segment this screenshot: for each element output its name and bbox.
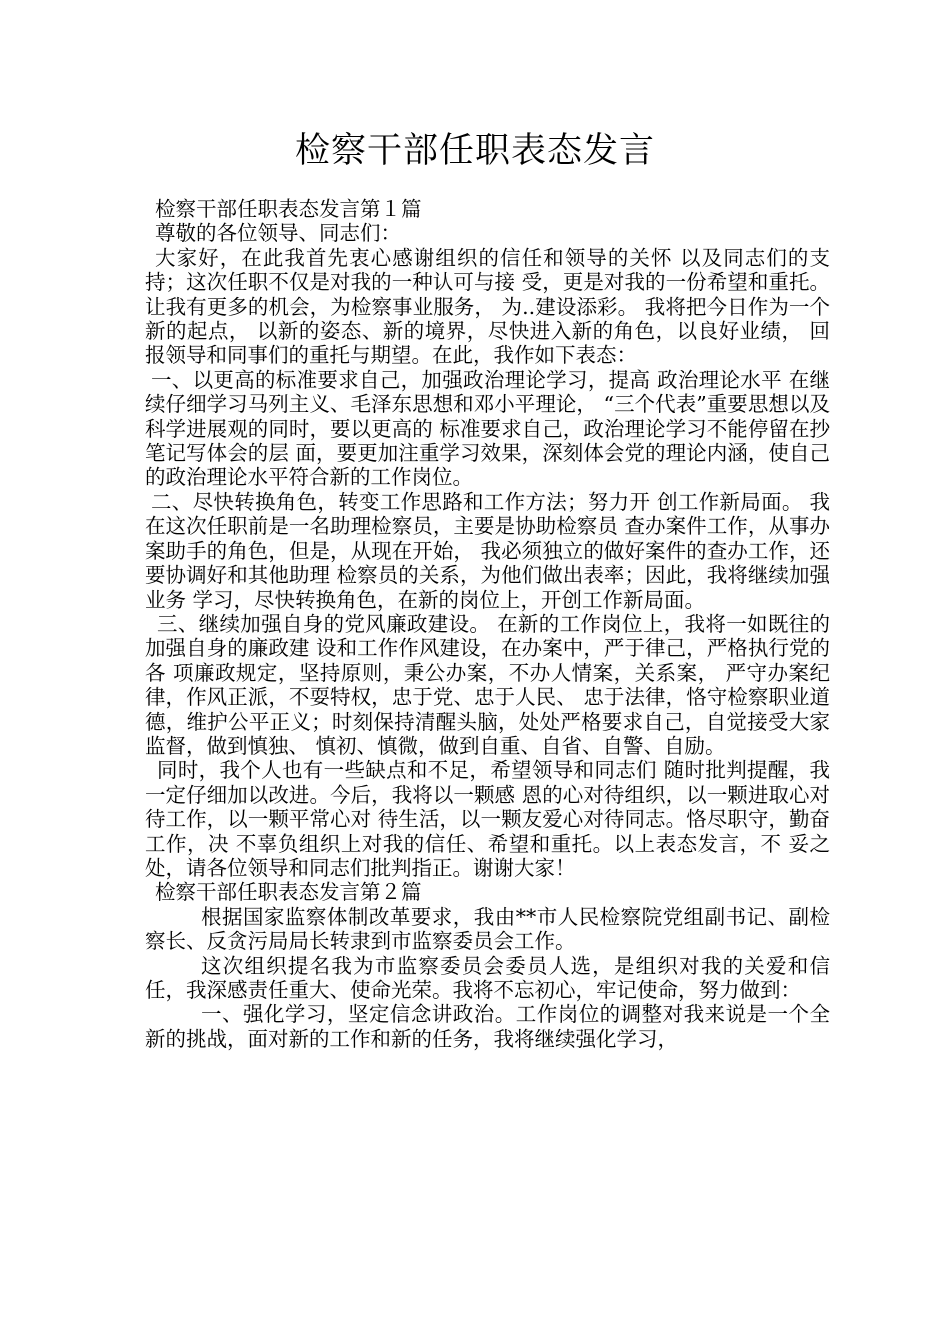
section-heading-1: 检察干部任职表态发言第１篇 xyxy=(155,197,422,221)
paragraph: 一、以更高的标准要求自己，加强政治理论学习，提高 政治理论水平 在继续仔细学习马列主义、毛泽东思想和邓小平理论， “三个代表”重要思想以及科学进展观的同时，要以更高的 标准要求自己，政治理论学习不能停留在抄笔记写体会的层 面，要更加注重学习效果，深刻体会党的理论内涵，使自己 的政治理论水平符合新的工作岗位。 xyxy=(145,367,830,490)
paragraph: 大家好，在此我首先衷心感谢组织的信任和领导的关怀 以及同志们的支持；这次任职不仅是对我的一种认可与接 受，更是对我的一份希望和重托。让我有更多的机会，为检察事业服务， 为..建设添彩。 我将把今日作为一个新的起点， 以新的姿态、新的境界，尽快进入新的角色，以良好业绩， 回报领导和同事们的重托与期望。在此，我作如下表态： xyxy=(145,245,830,368)
paragraph: 根据国家监察体制改革要求，我由**市人民检察院党组副书记、副检察长、反贪污局局长转隶到市监察委员会工作。 xyxy=(145,904,830,954)
paragraph: 二、尽快转换角色，转变工作思路和工作方法；努力开 创工作新局面。 我在这次任职前是一名助理检察员，主要是协助检察员 查办案件工作，从事办案助手的角色，但是，从现在开始， 我必须独立的做好案件的查办工作，还要协调好和其他助理 检察员的关系，为他们做出表率；因此，我将继续加强业务 学习，尽快转换角色，在新的岗位上，开创工作新局面。 xyxy=(145,489,830,612)
salutation: 尊敬的各位领导、同志们： xyxy=(155,221,401,246)
page-title: 检察干部任职表态发言 xyxy=(294,131,655,171)
paragraph: 同时，我个人也有一些缺点和不足，希望领导和同志们 随时批判提醒，我一定仔细加以改进。今后，我将以一颗感 恩的心对待组织，以一颗进取心对待工作，以一颗平常心对 待生活，以一颗友爱心对待同志。恪尽职守，勤奋工作，决 不辜负组织上对我的信任、希望和重托。以上表态发言，不 妥之处，请各位领导和同志们批判指正。谢谢大家！ xyxy=(145,758,830,880)
document-body xyxy=(145,197,830,1051)
paragraph: 一、强化学习，坚定信念讲政治。工作岗位的调整对我来说是一个全新的挑战，面对新的工作和新的任务，我将继续强化学习， xyxy=(145,1002,830,1051)
section-heading-2: 检察干部任职表态发言第２篇 xyxy=(155,880,422,905)
paragraph: 这次组织提名我为市监察委员会委员人选，是组织对我的关爱和信任，我深感责任重大、使命光荣。我将不忘初心，牢记使命，努力做到： xyxy=(145,953,830,1002)
paragraph: 三、继续加强自身的党风廉政建设。 在新的工作岗位上，我将一如既往的加强自身的廉政建 设和工作作风建设，在办案中，严于律己，严格执行党的各 项廉政规定，坚持原则，秉公办案，不办人情案，关系案， 严守办案纪律，作风正派，不耍特权，忠于党、忠于人民、 忠于法律，恪守检察职业道德，维护公平正义；时刻保持清醒头脑，处处严格要求自己，自觉接受大家监督，做到慎独、 慎初、慎微，做到自重、自省、自警、自励。 xyxy=(145,611,830,758)
